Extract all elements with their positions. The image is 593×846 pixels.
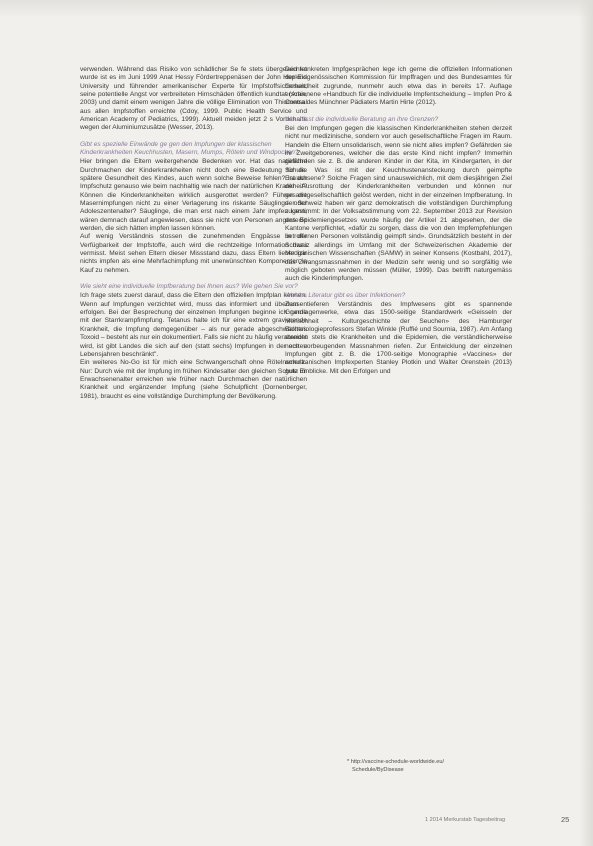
scan-shadow-right: [579, 0, 593, 846]
body-paragraph: Den konkreten Impfgesprächen lege ich gerne die offiziellen Informationen der Eidgenössischen Kommission für Impffragen und des Bundesamtes für Gesundheit zugrunde, nunmehr auch etwa das in bereits 17. Auflage erschienene «Handbuch für die individuelle Impfentscheidung – Impfen Pro & Contra des Münchner Pädiaters Martin Hirte (2012).: [285, 66, 512, 107]
body-paragraph: Zum tieferen Verständnis des Impfwesens gibt es spannende Grundlagenwerke, etwa das 1500-seitige Standardwerk «Geisseln der Menschheit – Kulturgeschichte der Seuchen» des Hamburger Bakteriologieprofessors Stefan Winkle (Ruffié und Sournia, 1987). Am Anfang standen stets die Krankheiten und die Epidemien, die verständlicherweise noch vorbeugenden Massnahmen riefen. Zur Entwicklung der einzelnen Impfungen gibt z. B. die 1700-seitige Monographie «Vaccines» der amerikanischen Impfexperten Stanley Plotkin und Walter Orenstein (2013) gute Einblicke. Mit den Erfolgen und: [285, 300, 512, 375]
left-column: [80, 66, 307, 401]
body-paragraph: Hier bringen die Eltern weitergehende Bedenken vor. Hat das natürliche Durchmachen der Kinderkrankheiten nicht doch eine Bedeutung für die spätere Gesundheit des Kindes, auch wenn solche Beweise fehlen? Ist der Impfschutz genauso wie beim nachhaltig wie nach der natürlichen Krankheit? Können die Kinderkrankheiten wirklich ausgerottet werden? Führen die Masernimpfungen nicht zu einer Verlagerung ins riskante Säuglings- oder Adoleszentenalter? Säuglinge, die man erst nach einem Jahr impfen kann, wären demnach darauf angewiesen, dass sie nicht von Personen angesteckt werden, die sich hätten impfen lassen können.: [80, 158, 307, 233]
footnote: [347, 758, 497, 774]
right-column: [285, 66, 512, 376]
page-number: 25: [561, 815, 570, 824]
body-paragraph: Ein weiteres No-Go ist für mich eine Schwangerschaft ohne Rötelnschutz. Nur: Durch wie mit der Impfung im frühen Kindesalter den gleichen Schutz im Erwachsenenalter erreichen wie früher nach Durchmachen der natürlichen Krankheit und ergänzender Impfung (siehe Schulpflicht (Dornenberger, 1981), braucht es eine vollständige Durchimpfung der Bevölkerung.: [80, 359, 307, 400]
section-question: Wo stösst die individuelle Beratung an ihre Grenzen?: [285, 115, 439, 123]
footnote-line-2: Schedule/ByDisease: [352, 767, 404, 773]
section-question: Wie sieht eine individuelle Impfberatung bei Ihnen aus? Wie gehen Sie vor?: [80, 283, 298, 291]
section-question: Gibt es spezielle Einwände ge gen den Impfungen der klassischen Kinderkrankheiten Keuchhusten, Masern, Mumps, Röteln und Windpocken?: [80, 140, 299, 157]
footnote-line-1: * http://vaccine-schedule-worldwide.eu/: [347, 759, 445, 765]
scan-shadow-top: [0, 0, 593, 18]
body-paragraph: Ich frage stets zuerst darauf, dass die Eltern den offiziellen Impfplan kennen. Wenn auf Impfungen verzichtet wird, muss das informiert und überlassen erfolgen. Bei der Besprechung der einzelnen Impfungen beginne ich gerne mit der Starrkrampfimpfung. Tetanus halte ich für eine extrem gravierende Krankheit, die Impfung demgegenüber – als nur gerade abgeschwächtes Toxoid – besteht als nur ein dokumentiert. Falls sie nicht zu häufig verabreicht wird, ist gibt Landes die sich auf den (statt sechs) Impfungen in der ersten Lebensjahren beschränkt".: [80, 292, 307, 358]
body-paragraph: verwenden. Während das Risiko von schädlicher Se fe stets übergewichtet wurde ist es im Juni 1999 Anat Hessy Fördertreppenäsen der John Hopkins University und führender amerikanischer Experte für Impfstoffsicherheit, seine potentielle Angst vor verbreiteten Hirnschäden öffentlich kundtat (Aran, 2003) und damit einem wenigen Jahre die völlige Elimination von Thiomersal aus allen Impfstoffen erreichte (Cdoy, 1999. Public Health Service und American Academy of Pediatrics, 1999). Aktuell meiden jetzt 2 s Vorbehalte wegen der Aluminiumzusätze (Wesser, 2013).: [80, 66, 307, 132]
section-question: Welche Literatur gibt es über Infektionen?: [285, 291, 406, 299]
body-paragraph: Bei den Impfungen gegen die klassischen Kinderkrankheiten stehen derzeit nicht nur medizinische, sondern vor auch gesellschaftliche Fragen im Raum. Handeln die Eltern unsolidarisch, wenn sie nicht alles impfen? Gefährden sie ihr Zweitgeborenes, welcher die das erste Kind nicht impfen? Immerhin gefährden sie z. B. die anderen Kinder in der Kita, im Kindergarten, in der Schule. Was ist mit der Keuchhustenansteckung durch geimpfte Erwachsene? Solche Fragen sind unausweichlich, mit dem diesjährigen Ziel der Ausrottung der Kinderkrankheiten verbunden und können nur gesamtgesellschaftlich gelöst werden, nicht in der einzelnen Impfberatung. In der Schweiz haben wir ganz demokratisch die vollständigen Durchimpfung zugestimmt: In der Volksabstimmung vom 22. September 2013 zur Revision des Epidemiengesetzes wurde häufig der Artikel 21 abgesehen, der die Kantone verpflichtet, «dafür zu sorgen, dass die von den Impfempfehlungen betroffenen Personen vollständig geimpft sind». Grundsätzlich besteht in der Schweiz allerdings im Umfang mit der Schweizerischen Akademie der Medizinischen Wissenschaften (SAMW) in seiner Konsens (Kostbahl, 2017), das Zwangsmassnahmen in der Medizin sehr wenig und so sorgfältig wie möglich geboten werden müssen (Müller, 1999). Das betrifft naturgemäss auch die Kinderimpfungen.: [285, 125, 512, 283]
body-paragraph: Auf wenig Verständnis stossen die zunehmenden Engpässe in der Verfügbarkeit der Impfstoffe, auch wird die rechtzeitige Information dazu vermisst. Meist sehen Eltern dieser Missstand dazu, dass Eltern lieber gar nichts impfen als eine Mehrfachimpfung mit unerwünschten Komponenten in Kauf zu nehmen.: [80, 233, 307, 274]
page-footer: 1 2014 Merkurstab Tagesbeitrag: [425, 817, 506, 823]
